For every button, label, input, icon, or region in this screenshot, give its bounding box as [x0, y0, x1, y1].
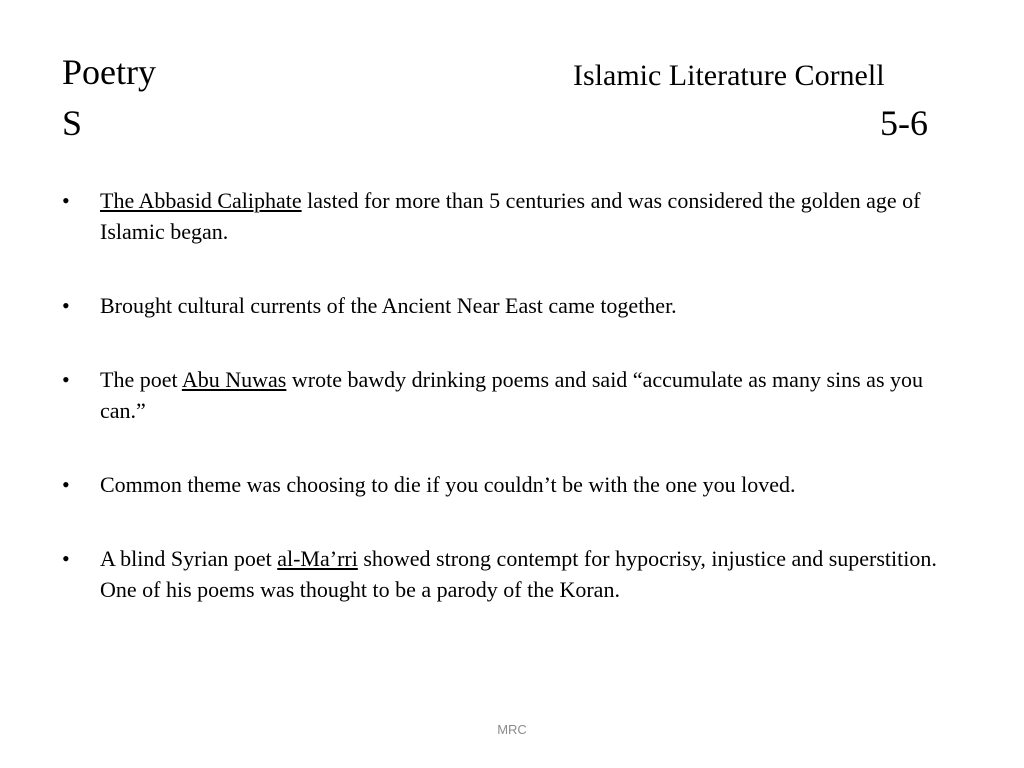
bullet-marker: • — [62, 546, 70, 571]
bullet-text-pre: The poet — [100, 367, 182, 392]
bullet-text-rest: wrote bawdy drinking poems and said “accumulate as many sins as you can.” — [100, 367, 923, 423]
bullet-text — [100, 188, 920, 244]
bullet-marker: • — [62, 188, 70, 213]
bullet-marker: • — [62, 367, 70, 392]
bullet-marker: • — [62, 472, 70, 497]
bullet-text: Brought cultural currents of the Ancient Near East came together. — [100, 293, 677, 318]
slide-title: Poetry — [62, 52, 156, 92]
bullet-link-al-marri[interactable]: al-Ma’rri — [277, 546, 358, 571]
bullet-text: Common theme was choosing to die if you couldn’t be with the one you loved. — [100, 472, 796, 497]
bullet-item — [62, 290, 962, 321]
bullet-item — [62, 364, 962, 426]
slide-title-continuation: S — [62, 103, 83, 143]
bullet-link-abbasid[interactable]: The Abbasid Caliphate — [100, 188, 302, 213]
bullet-text-rest: showed strong contempt for hypocrisy, injustice and superstition. One of his poems was thought to be a parody of the Koran. — [100, 546, 937, 602]
bullet-text-rest: lasted for more than 5 centuries and was considered the golden age of Islamic began. — [100, 188, 921, 244]
bullet-text — [100, 546, 937, 602]
bullet-text — [100, 367, 923, 423]
bullet-text-pre: A blind Syrian poet — [100, 546, 278, 571]
bullet-list — [62, 185, 962, 648]
course-title: Islamic Literature Cornell — [573, 59, 885, 92]
bullet-item — [62, 469, 962, 500]
section-number: 5-6 — [880, 103, 928, 143]
slide-footer: MRC — [497, 722, 527, 737]
bullet-item — [62, 185, 962, 247]
bullet-link-abu-nuwas[interactable]: Abu Nuwas — [181, 367, 287, 392]
bullet-marker: • — [62, 293, 70, 318]
bullet-item — [62, 543, 962, 605]
